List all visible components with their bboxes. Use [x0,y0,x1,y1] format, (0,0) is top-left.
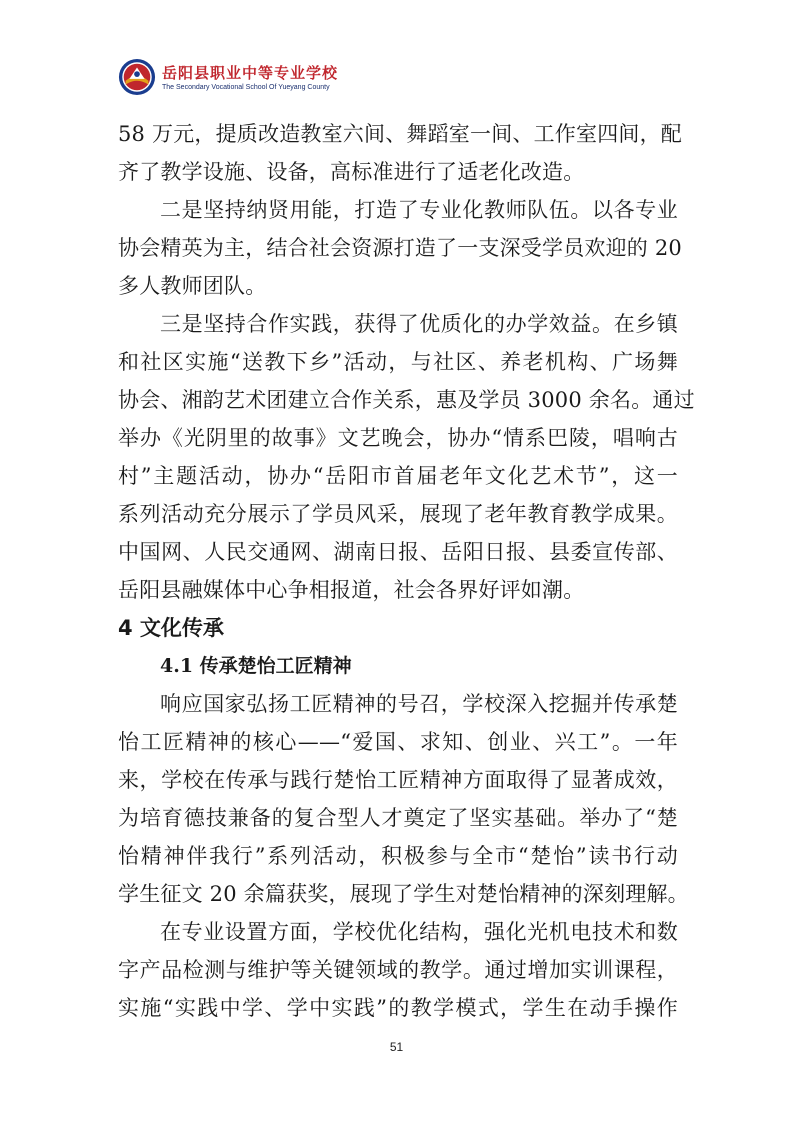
text-line: 怡精神伴我行”系列活动，积极参与全市“楚怡”读书行动 [118,844,678,868]
text-line: 怡工匠精神的核心——“爱国、求知、创业、兴工”。一年 [118,730,678,754]
text-line: 在专业设置方面，学校优化结构，强化光机电技术和数 [160,920,678,944]
text-line: 系列活动充分展示了学员风采，展现了老年教育教学成果。 [118,502,678,526]
paragraph-5 [118,913,678,1027]
text-line: 字产品检测与维护等关键领域的教学。通过增加实训课程， [118,958,678,982]
paragraph-3 [118,305,695,609]
text-line: 岳阳县融媒体中心争相报道，社会各界好评如潮。 [118,578,585,602]
paragraph-2 [118,191,682,305]
text-line: 为培育德技兼备的复合型人才奠定了坚实基础。举办了“楚 [118,806,678,830]
text-line: 协会精英为主，结合社会资源打造了一支深受学员欢迎的 20 [118,236,682,260]
school-name-cn: 岳阳县职业中等专业学校 [162,64,339,82]
text-line: 实施“实践中学、学中实践”的教学模式，学生在动手操作 [118,996,678,1020]
page-header [118,58,438,98]
text-line: 举办《光阴里的故事》文艺晚会，协办“情系巴陵，唱响古 [118,426,678,450]
text-line: 中国网、人民交通网、湖南日报、岳阳日报、县委宣传部、 [118,540,678,564]
text-line: 响应国家弘扬工匠精神的号召，学校深入挖掘并传承楚 [160,692,678,716]
text-line: 多人教师团队。 [118,274,267,298]
text-line: 协会、湘韵艺术团建立合作关系，惠及学员 3000 余名。通过 [118,388,695,412]
text-line: 来，学校在传承与践行楚怡工匠精神方面取得了显著成效， [118,768,678,792]
subsection-heading: 4.1 传承楚怡工匠精神 [160,655,352,677]
text-line: 三是坚持合作实践，获得了优质化的办学效益。在乡镇 [160,312,678,336]
page-number: 51 [389,1040,404,1054]
section-heading: 4 文化传承 [118,616,224,640]
text-line: 村”主题活动，协办“岳阳市首届老年文化艺术节”，这一 [118,464,678,488]
text-line: 和社区实施“送教下乡”活动，与社区、养老机构、广场舞 [118,350,678,374]
paragraph-4 [118,685,689,913]
document-body [118,115,695,1027]
text-line: 齐了教学设施、设备，高标准进行了适老化改造。 [118,160,585,184]
text-line: 二是坚持纳贤用能，打造了专业化教师队伍。以各专业 [160,198,678,222]
text-line: 58 万元，提质改造教室六间、舞蹈室一间、工作室四间，配 [118,122,682,146]
paragraph-1 [118,115,682,191]
text-line: 学生征文 20 余篇获奖，展现了学生对楚怡精神的深刻理解。 [118,882,689,906]
school-emblem-icon [118,58,156,96]
school-name-en: The Secondary Vocational School Of Yueyang County [162,84,330,91]
